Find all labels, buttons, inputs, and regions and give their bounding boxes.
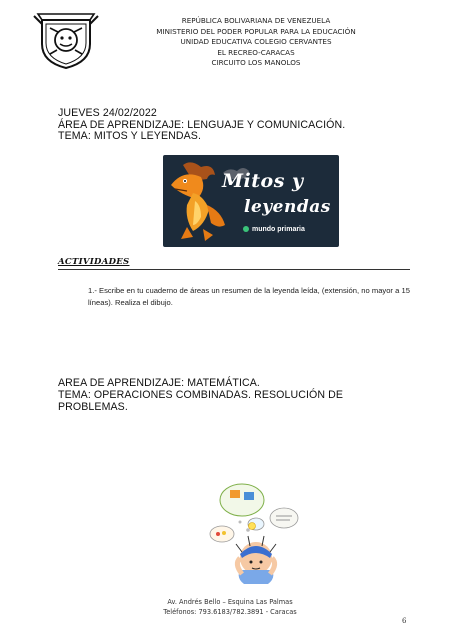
lesson-date: JUEVES 24/02/2022 (58, 107, 157, 119)
school-crest-logo (30, 10, 102, 70)
brand-logo-icon (243, 226, 249, 232)
activities-divider (58, 269, 410, 270)
brand-label: mundo primaria (252, 226, 305, 233)
activities-title: ACTIVIDADES (58, 257, 130, 267)
header-line: EL RECREO-CARACAS (217, 47, 295, 57)
lesson-info-language (58, 108, 345, 143)
header-line: REPÚBLICA BOLIVARIANA DE VENEZUELA (181, 16, 331, 25)
learning-area: AREA DE APRENDIZAJE: MATEMÁTICA. (58, 377, 260, 389)
lesson-info-math (58, 377, 408, 413)
banner-brand (243, 226, 305, 233)
footer-phones: Teléfonos: 793.6183/782.3891 - Caracas (163, 607, 297, 616)
header-line: CIRCUITO LOS MANOLOS (211, 58, 301, 68)
header-line: UNIDAD EDUCATIVA COLEGIO CERVANTES (180, 37, 332, 47)
banner-title-line1: Mitos y (222, 170, 304, 192)
thinking-child-illustration (206, 478, 302, 590)
footer-address: Av. Andrés Bello – Esquina Las Palmas (167, 598, 293, 606)
lesson-topic: TEMA: MITOS Y LEYENDAS. (58, 130, 202, 143)
page-footer (130, 598, 330, 618)
header-line: MINISTERIO DEL PODER POPULAR PARA LA EDUCACIÓN (156, 26, 356, 36)
learning-area: ÁREA DE APRENDIZAJE: LENGUAJE Y COMUNICACIÓN. (58, 118, 346, 131)
page-number: 6 (402, 617, 407, 625)
institution-header (120, 16, 392, 69)
activity-item-1: 1.- Escribe en tu cuaderno de áreas un resumen de la leyenda leída, (extensión, no mayor a 15 líneas). Realiza el dibujo. (88, 286, 410, 307)
lesson-topic: TEMA: OPERACIONES COMBINADAS. RESOLUCIÓN DE PROBLEMAS. (58, 389, 344, 413)
banner-title-line2: leyendas (244, 197, 331, 217)
